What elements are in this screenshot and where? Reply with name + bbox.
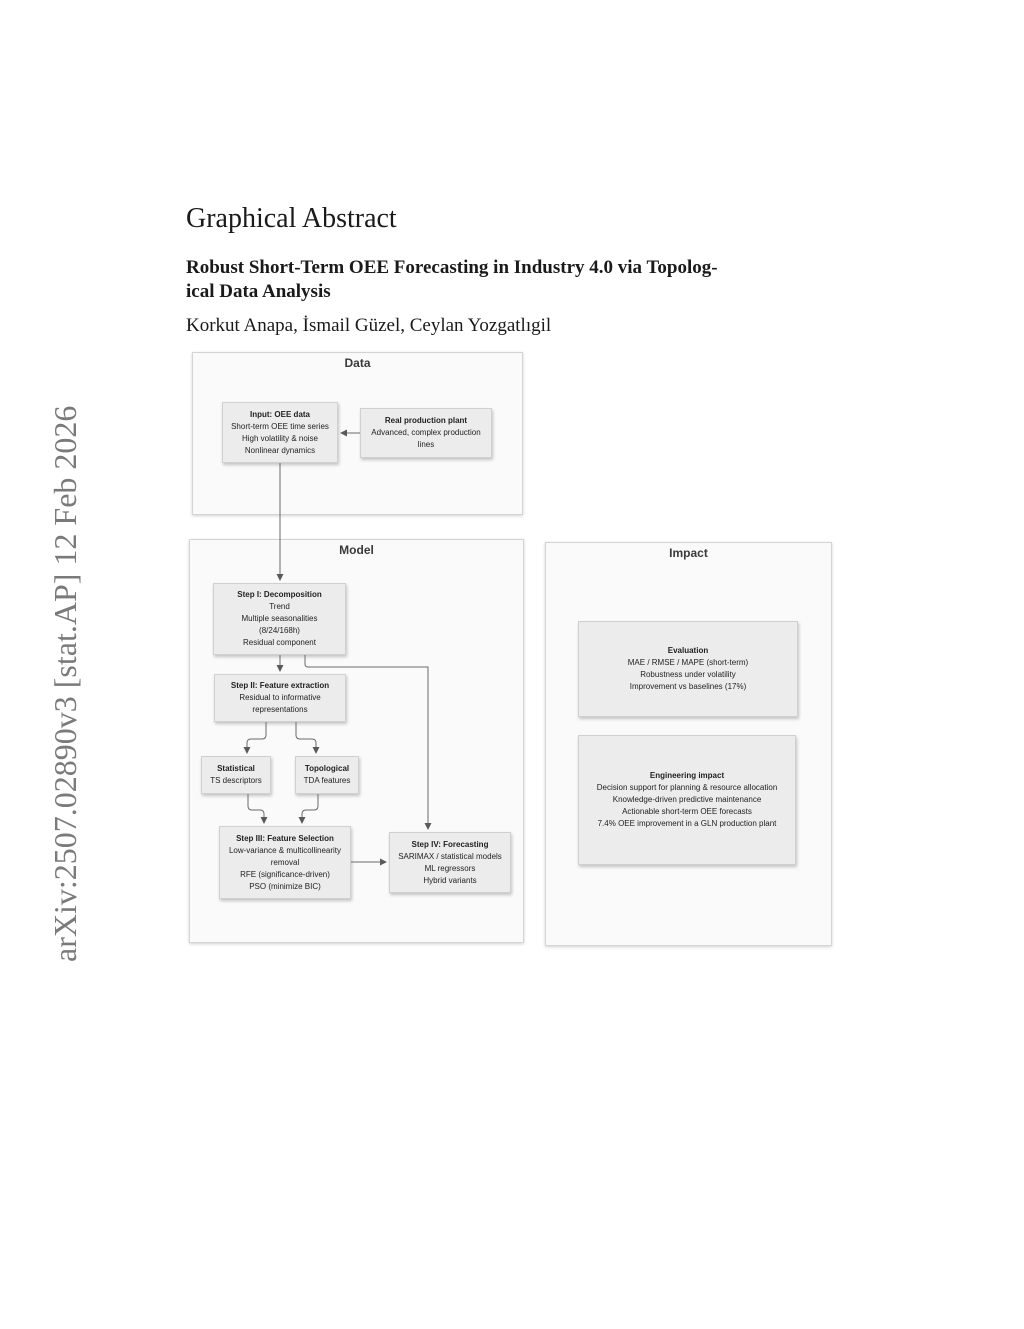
box-line: Improvement vs baselines (17%) <box>629 682 747 691</box>
box-title: Step IV: Forecasting <box>411 839 489 849</box>
box-line: Multiple seasonalities <box>241 614 318 623</box>
paper-title-line-2: ical Data Analysis <box>186 281 331 302</box>
box-title: Engineering impact <box>649 771 725 780</box>
paper-title-line-1: Robust Short-Term OEE Forecasting in Industry 4.0 via Topolog- <box>186 257 718 278</box>
impact-panel-title: Impact <box>669 546 708 560</box>
box-line: TDA features <box>303 776 351 785</box>
box-line: Actionable short-term OEE forecasts <box>622 807 752 816</box>
input-oee-data-box <box>222 402 338 463</box>
box-line: RFE (significance-driven) <box>240 869 330 879</box>
box-line: Decision support for planning & resource allocation <box>596 783 778 792</box>
step3-feature-selection-box <box>219 826 351 899</box>
evaluation-box <box>578 621 798 717</box>
box-line: lines <box>417 440 435 449</box>
box-line: Robustness under volatility <box>640 670 736 679</box>
box-line: Advanced, complex production <box>371 428 481 437</box>
box-title: Evaluation <box>667 646 709 655</box>
box-line: Low-variance & multicollinearity <box>228 845 342 855</box>
step2-feature-extraction-box <box>214 674 346 722</box>
arxiv-identifier-stamp <box>20 0 83 1325</box>
box-line: (8/24/168h) <box>259 626 300 635</box>
arxiv-stamp-text: arXiv:2507.02890v3 [stat.AP] 12 Feb 2026 <box>47 405 83 962</box>
paper-title <box>186 256 846 304</box>
box-line: High volatility & noise <box>241 433 319 443</box>
box-line: representations <box>252 705 308 714</box>
box-title: Real production plant <box>384 416 468 425</box>
box-line: PSO (minimize BIC) <box>249 881 321 891</box>
box-line: Hybrid variants <box>423 875 477 885</box>
paper-authors: Korkut Anapa, İsmail Güzel, Ceylan Yozgatlıgil <box>186 315 552 336</box>
box-title: Input: OEE data <box>250 409 310 419</box>
box-line: MAE / RMSE / MAPE (short-term) <box>627 658 749 667</box>
box-title: Statistical <box>217 764 255 773</box>
box-line: Knowledge-driven predictive maintenance <box>612 795 762 804</box>
box-title: Topological <box>304 764 350 773</box>
box-line: TS descriptors <box>210 776 262 785</box>
box-title: Step I: Decomposition <box>237 590 322 599</box>
model-panel-title: Model <box>339 543 374 557</box>
box-line: removal <box>270 857 300 867</box>
engineering-impact-box <box>578 735 796 865</box>
real-production-plant-box <box>360 408 492 458</box>
box-title: Step II: Feature extraction <box>230 681 330 690</box>
box-line: Residual component <box>243 638 316 647</box>
graphical-abstract-heading: Graphical Abstract <box>186 203 397 234</box>
data-panel-title: Data <box>344 356 371 370</box>
statistical-features-box <box>201 756 271 794</box>
box-line: Short-term OEE time series <box>231 421 329 431</box>
box-line: 7.4% OEE improvement in a GLN production plant <box>597 819 777 828</box>
step4-forecasting-box <box>389 832 511 893</box>
box-line: Nonlinear dynamics <box>244 445 316 455</box>
box-line: Trend <box>269 602 290 611</box>
box-title: Step III: Feature Selection <box>236 833 334 843</box>
step1-decomposition-box <box>213 583 346 655</box>
box-line: Residual to informative <box>239 693 321 702</box>
box-line: SARIMAX / statistical models <box>398 851 502 861</box>
topological-features-box <box>295 756 359 794</box>
box-line: ML regressors <box>424 863 476 873</box>
